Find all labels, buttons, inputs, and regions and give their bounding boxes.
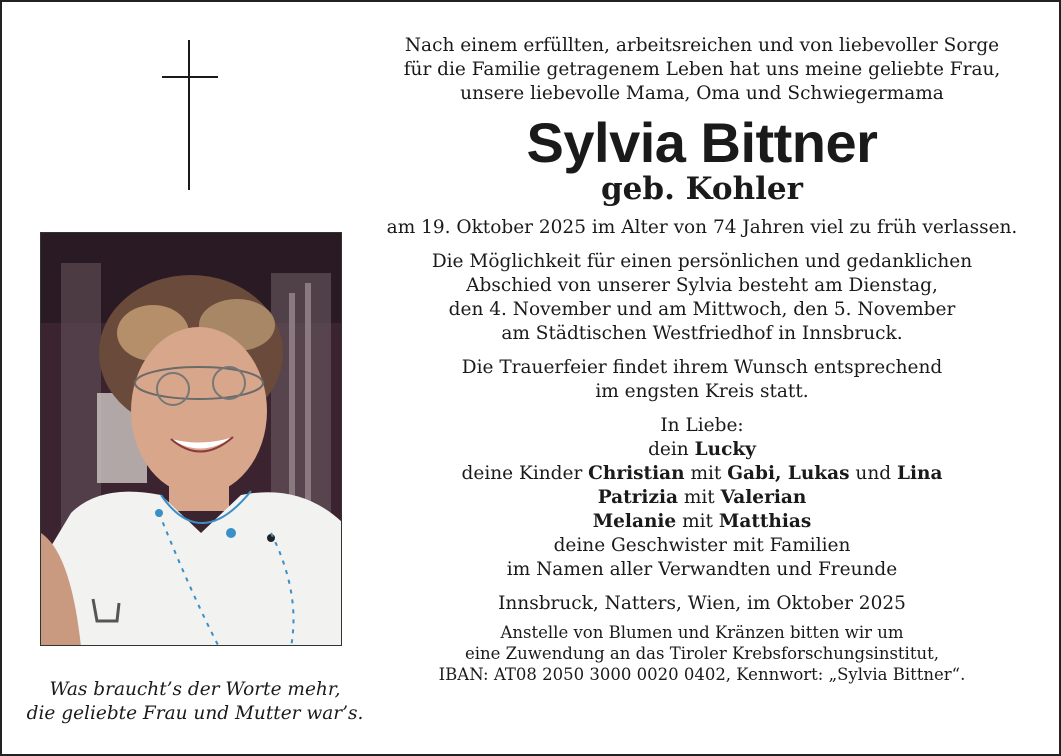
quote-line: die geliebte Frau und Mutter war’s.: [26, 703, 364, 724]
mourner-line-relatives: im Namen aller Verwandten und Freunde: [506, 559, 898, 580]
mourner-line-melanie: Melanie mit Matthias: [592, 511, 812, 532]
birth-name: geb. Kohler: [601, 171, 803, 207]
obituary-text: [370, 34, 1034, 685]
intro-text: [370, 34, 1034, 106]
mourner-line-lucky: dein Lucky: [648, 439, 756, 460]
in-love-heading: In Liebe:: [660, 415, 744, 436]
donation-line: Anstelle von Blumen und Kränzen bitten wir um: [500, 623, 904, 642]
quote-line: Was braucht’s der Worte mehr,: [49, 679, 341, 700]
cross-icon: [162, 40, 218, 190]
mourner-line-patrizia: Patrizia mit Valerian: [597, 487, 807, 508]
death-line: am 19. Oktober 2025 im Alter von 74 Jahren viel zu früh verlassen.: [386, 217, 1018, 238]
farewell-paragraph: [370, 250, 1034, 346]
farewell-line: Die Möglichkeit für einen persönlichen und gedanklichen: [431, 251, 973, 272]
donation-note: [370, 622, 1034, 685]
mourner-line-children: deine Kinder Christian mit Gabi, Lukas und Lina: [461, 463, 943, 484]
ceremony-line: im engsten Kreis statt.: [595, 381, 809, 402]
intro-line: für die Familie getragenem Leben hat uns meine geliebte Frau,: [403, 59, 1001, 80]
farewell-line: den 4. November und am Mittwoch, den 5. November: [448, 299, 956, 320]
memorial-quote: [10, 678, 380, 726]
donation-line: IBAN: AT08 2050 3000 0020 0402, Kennwort: „Sylvia Bittner“.: [438, 665, 966, 684]
donation-line: eine Zuwendung an das Tiroler Krebsforschungsinstitut,: [465, 644, 939, 663]
portrait-photo: [40, 232, 342, 646]
intro-line: Nach einem erfüllten, arbeitsreichen und von liebevoller Sorge: [404, 35, 1000, 56]
mourners-list: [370, 438, 1034, 582]
ceremony-paragraph: [370, 356, 1034, 404]
intro-line: unsere liebevolle Mama, Oma und Schwiegermama: [460, 83, 944, 104]
ceremony-line: Die Trauerfeier findet ihrem Wunsch entsprechend: [461, 357, 943, 378]
mourner-line-siblings: deine Geschwister mit Familien: [553, 535, 851, 556]
deceased-name: Sylvia Bittner: [526, 111, 878, 174]
place-date: Innsbruck, Natters, Wien, im Oktober 2025: [498, 593, 906, 614]
farewell-line: am Städtischen Westfriedhof in Innsbruck.: [501, 323, 903, 344]
farewell-line: Abschied von unserer Sylvia besteht am Dienstag,: [466, 275, 938, 296]
